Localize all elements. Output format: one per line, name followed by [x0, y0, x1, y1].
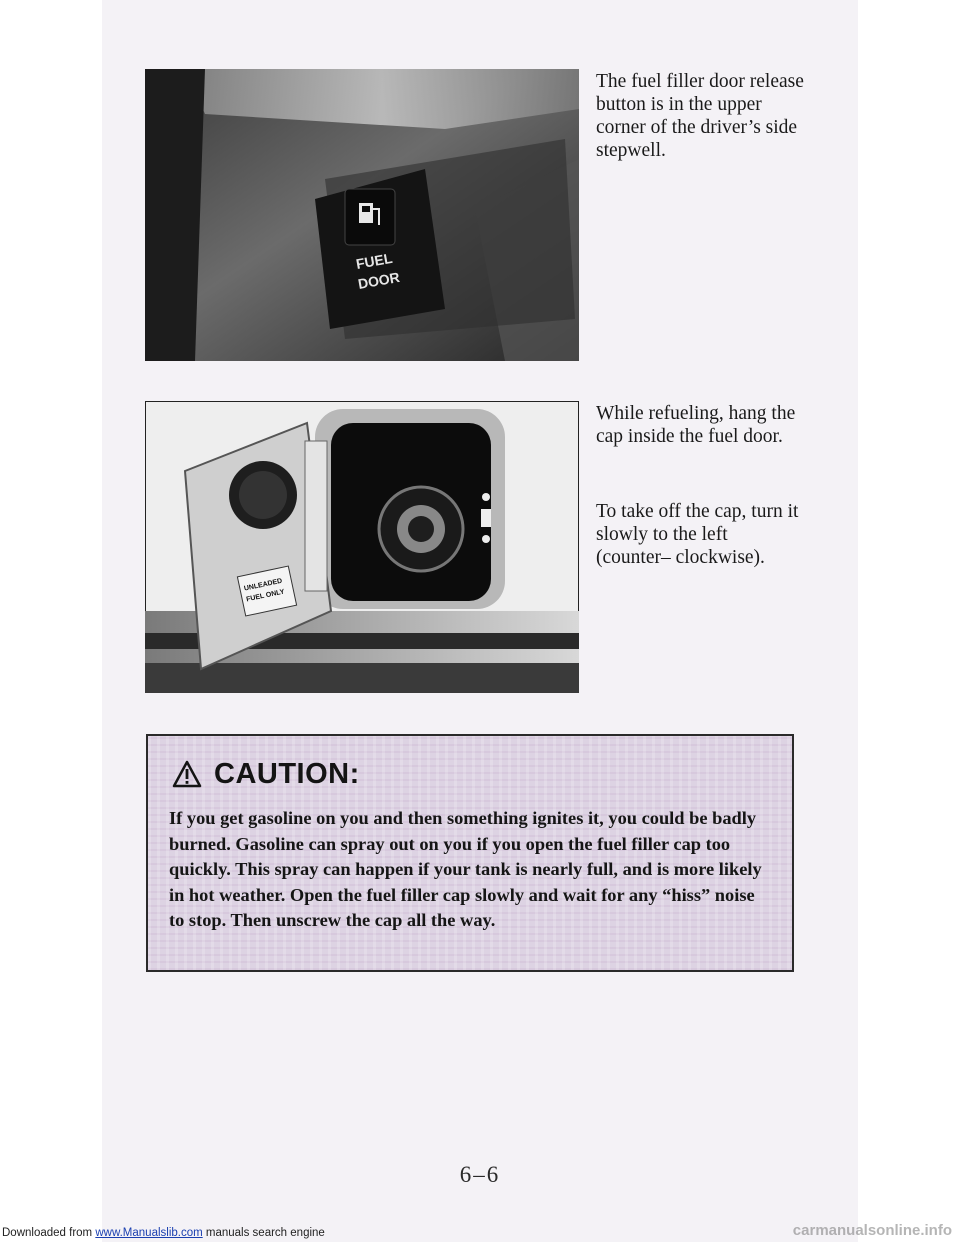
- fuel-cap-photo: [145, 401, 579, 693]
- unleaded-label-line1: UNLEADED: [243, 577, 283, 593]
- caution-header: [172, 754, 360, 794]
- caution-title: CAUTION:: [214, 757, 360, 790]
- caution-box: [146, 734, 794, 972]
- fuel-door-release-photo: [145, 69, 579, 361]
- caution-text: If you get gasoline on you and then something ignites it, you could be badly burned. Gasoline can spray out on you if you open the fuel filler cap too quickly. This spray can happen if your tank is nearly full, and is more likely in hot weather. Open the fuel filler cap slowly and wait for any “hiss” noise to stop. Then unscrew the cap all the way.: [169, 808, 762, 930]
- manualslib-link[interactable]: www.Manualslib.com: [95, 1227, 203, 1239]
- caption-refueling: While refueling, hang the cap inside the fuel door.: [596, 403, 796, 447]
- footer-prefix: Downloaded from: [2, 1227, 96, 1239]
- download-footer: [2, 1226, 325, 1240]
- page-number: 6–6: [459, 1162, 501, 1187]
- fuel-label-line1: FUEL: [354, 249, 394, 272]
- watermark-logo: carmanualsonline.info: [792, 1222, 952, 1239]
- footer-suffix: manuals search engine: [202, 1227, 325, 1239]
- door-label-line2: DOOR: [356, 268, 401, 292]
- unleaded-label-line2: FUEL ONLY: [245, 588, 286, 604]
- caption-take-off-cap: To take off the cap, turn it slowly to the left (counter– clockwise).: [596, 501, 799, 568]
- caption-release-button: The fuel filler door release button is in the upper corner of the driver’s side stepwell.: [596, 71, 804, 161]
- warning-triangle-icon: [172, 760, 202, 788]
